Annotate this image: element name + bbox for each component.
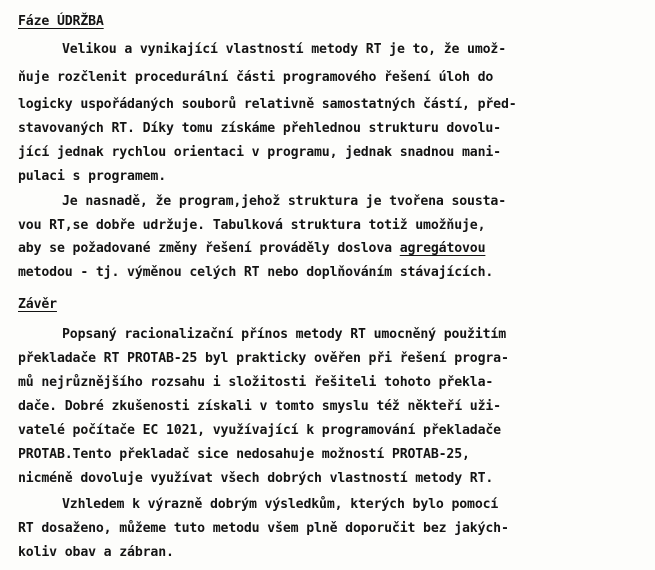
text-line: PROTAB.Tento překladač sice nedosahuje možností PROTAB-25, (18, 447, 470, 462)
text-line: Velikou a vynikající vlastností metody RT je to, že umož- (62, 42, 507, 57)
text-line: dače. Dobré zkušenosti získali v tomto smyslu též někteří uži- (18, 399, 501, 414)
text-line: logicky uspořádaných souborů relativně samostatných částí, před- (18, 97, 517, 112)
text-line: ňuje rozčlenit procedurální části programového řešení úloh do (18, 70, 494, 85)
text-line-with-emphasis (18, 240, 485, 258)
text-line: jící jednak rychlou orientaci v programu, jednak snadnou mani- (18, 145, 501, 160)
text-line: Vzhledem k výrazně dobrým výsledkům, kterých bylo pomocí (62, 497, 499, 512)
text-line: mů nejrůznějšího rozsahu i složitosti řešiteli tohoto překla- (18, 375, 494, 390)
text-line: Je nasnadě, že program,jehož struktura je tvořena sousta- (62, 194, 507, 209)
text-line: koliv obav a zábran. (18, 545, 174, 560)
text-line: Popsaný racionalizační přínos metody RT umocněný použitím (62, 327, 507, 342)
text-segment: aby se požadované změny řešení prováděly doslova (18, 241, 400, 256)
text-line: vou RT,se dobře udržuje. Tabulková struktura totiž umožňuje, (18, 218, 486, 233)
text-line: vatelé počítače EC 1021, využívající k programování překladače (18, 423, 501, 438)
text-line: pulaci s programem. (18, 169, 167, 184)
text-line: metodou - tj. výměnou celých RT nebo doplňováním stávajících. (18, 265, 494, 280)
text-line: překladače RT PROTAB-25 byl prakticky ověřen při řešení progra- (18, 351, 509, 366)
section-heading-conclusion: Závěr (18, 297, 57, 312)
text-line: RT dosaženo, můžeme tuto metodu všem plně doporučit bez jakých- (18, 521, 509, 536)
section-heading-maintenance: Fáze ÚDRŽBA (18, 14, 104, 29)
underlined-word: agregátovou (399, 241, 486, 256)
text-line: stavovaných RT. Díky tomu získáme přehlednou strukturu dovolu- (18, 121, 501, 136)
text-line: nicméně dovoluje využívat všech dobrých vlastností metody RT. (18, 471, 494, 486)
